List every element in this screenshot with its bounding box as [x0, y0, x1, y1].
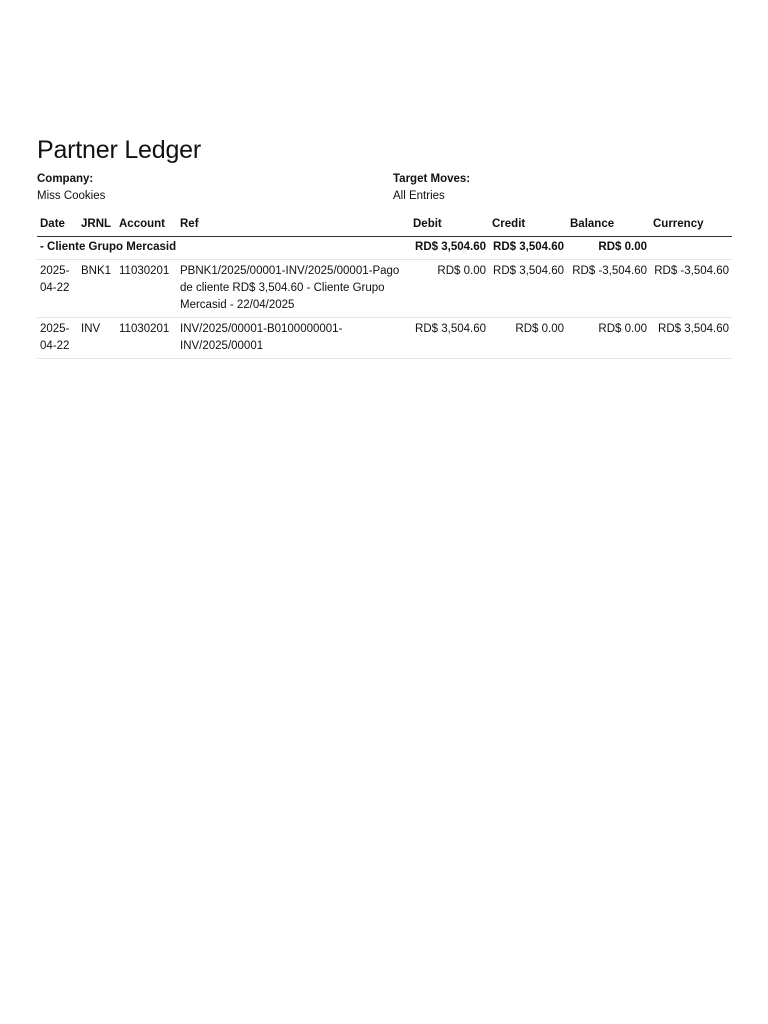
row-credit: RD$ 3,504.60: [489, 260, 567, 318]
partner-balance-total: RD$ 0.00: [567, 237, 650, 260]
row-credit: RD$ 0.00: [489, 318, 567, 359]
row-date: 2025-04-22: [37, 260, 78, 318]
report-page: [37, 133, 732, 352]
row-account: 11030201: [116, 260, 177, 318]
column-header-journal: JRNL: [78, 213, 116, 237]
column-header-currency: Currency: [650, 213, 732, 237]
row-debit: RD$ 0.00: [410, 260, 489, 318]
partner-group-row: [37, 237, 732, 260]
row-ref: PBNK1/2025/00001-INV/2025/00001-Pago de cliente RD$ 3,504.60 - Cliente Grupo Mercasid - 22/04/2025: [177, 260, 410, 318]
target-moves-value: All Entries: [393, 190, 445, 202]
ledger-table: [37, 213, 732, 359]
row-debit: RD$ 3,504.60: [410, 318, 489, 359]
company-info: [37, 171, 105, 205]
row-journal: INV: [78, 318, 116, 359]
column-header-account: Account: [116, 213, 177, 237]
report-title: Partner Ledger: [37, 136, 201, 164]
table-row: [37, 260, 732, 318]
partner-credit-total: RD$ 3,504.60: [489, 237, 567, 260]
row-date: 2025-04-22: [37, 318, 78, 359]
column-header-credit: Credit: [489, 213, 567, 237]
table-row: [37, 318, 732, 359]
column-header-ref: Ref: [177, 213, 410, 237]
table-header-row: [37, 213, 732, 237]
partner-currency-total: [650, 237, 732, 260]
report-info: [37, 171, 732, 215]
row-currency: RD$ -3,504.60: [650, 260, 732, 318]
row-journal: BNK1: [78, 260, 116, 318]
partner-debit-total: RD$ 3,504.60: [410, 237, 489, 260]
target-moves-label: Target Moves:: [393, 173, 471, 185]
column-header-date: Date: [37, 213, 78, 237]
row-balance: RD$ 0.00: [567, 318, 650, 359]
column-header-balance: Balance: [567, 213, 650, 237]
company-label: Company:: [37, 173, 94, 185]
company-value: Miss Cookies: [37, 190, 106, 202]
target-moves-info: [393, 171, 470, 205]
row-ref: INV/2025/00001-B0100000001-INV/2025/00001: [177, 318, 410, 359]
partner-name: - Cliente Grupo Mercasid: [37, 237, 410, 260]
column-header-debit: Debit: [410, 213, 489, 237]
row-balance: RD$ -3,504.60: [567, 260, 650, 318]
row-currency: RD$ 3,504.60: [650, 318, 732, 359]
row-account: 11030201: [116, 318, 177, 359]
